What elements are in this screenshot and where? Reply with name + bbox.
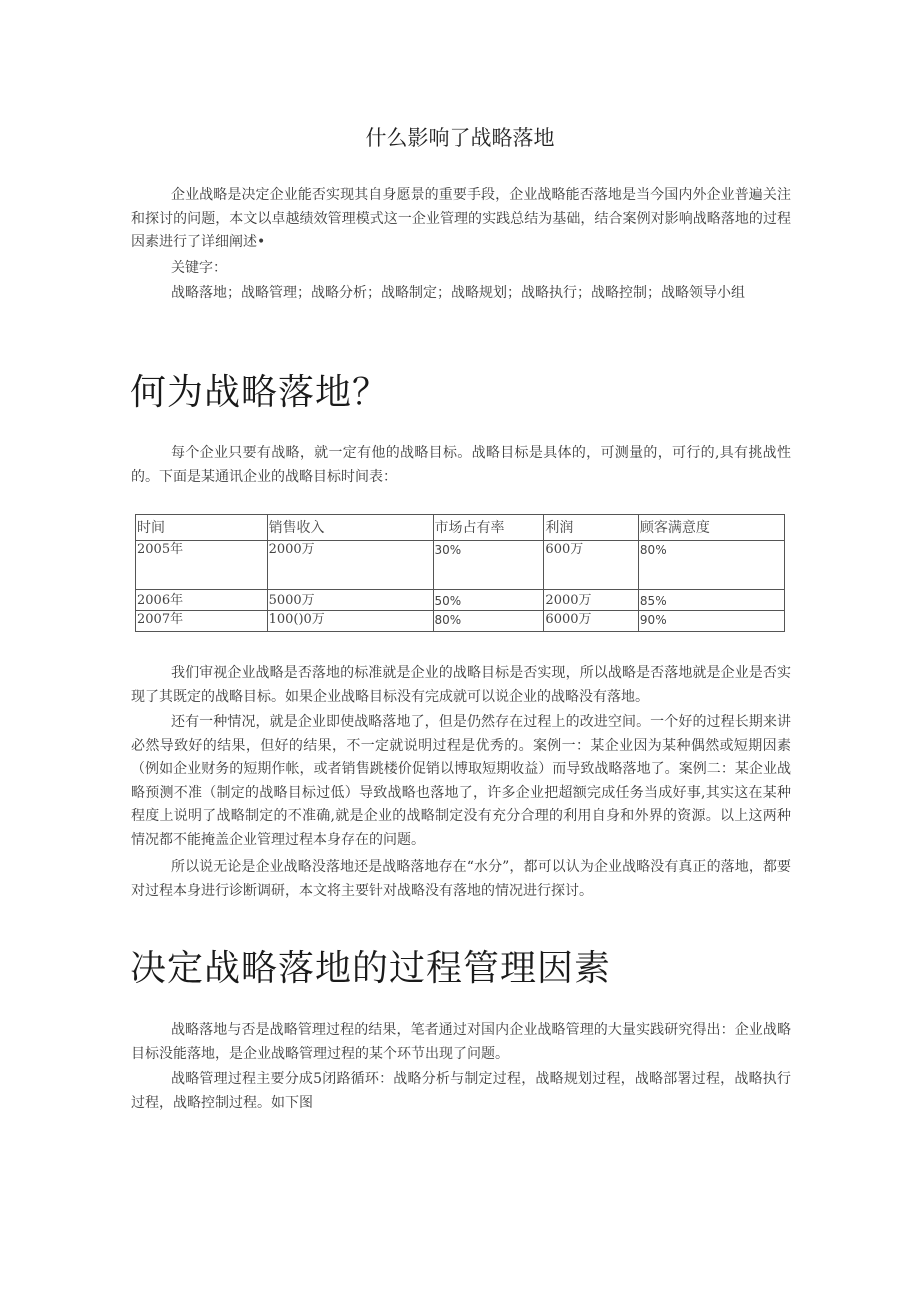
table-cell: 5000万 bbox=[267, 590, 433, 611]
table-row bbox=[136, 590, 785, 611]
table-cell: 100()0万 bbox=[267, 611, 433, 632]
table-cell: 2000万 bbox=[544, 590, 639, 611]
table-cell: 85% bbox=[638, 590, 784, 611]
keywords-text: 战略落地；战略管理；战略分析；战略制定；战略规划；战略执行；战略控制；战略领导小组 bbox=[171, 285, 745, 301]
table-cell: 6000万 bbox=[544, 611, 639, 632]
table-header-cell: 销售收入 bbox=[267, 515, 433, 541]
table-row bbox=[136, 541, 785, 590]
section1-paragraph-1: 我们审视企业战略是否落地的标准就是企业的战略目标是否实现，所以战略是否落地就是企业是否实现了其既定的战略目标。如果企业战略目标没有完成就可以说企业的战略没有落地。 bbox=[131, 665, 791, 705]
table-cell: 80% bbox=[433, 611, 544, 632]
section2-paragraph-2: 战略管理过程主要分成5闭路循环：战略分析与制定过程，战略规划过程，战略部署过程，战略执行过程，战略控制过程。如下图 bbox=[131, 1071, 791, 1111]
table-header-cell: 顾客满意度 bbox=[638, 515, 784, 541]
section1-paragraph-2: 还有一种情况，就是企业即使战略落地了，但是仍然存在过程上的改进空间。一个好的过程长期来讲必然导致好的结果，但好的结果，不一定就说明过程是优秀的。案例一：某企业因为某种偶然或短期因素（例如企业财务的短期作帐，或者销售跳楼价促销以博取短期收益）而导致战略落地了。案例二：某企业战略预测不准（制定的战略目标过低）导致战略也落地了，许多企业把超额完成任务当成好事,其实这在某种程度上说明了战略制定的不准确,就是企业的战略制定没有充分合理的利用自身和外界的资源。以上这两种情况都不能掩盖企业管理过程本身存在的问题。 bbox=[131, 714, 791, 848]
table-cell: 30% bbox=[433, 541, 544, 590]
table-cell: 2006年 bbox=[136, 590, 268, 611]
strategy-goal-table bbox=[135, 514, 785, 632]
section1-intro: 每个企业只要有战略，就一定有他的战略目标。战略目标是具体的，可测量的，可行的,具有挑战性的。下面是某通讯企业的战略目标时间表： bbox=[131, 445, 791, 485]
table-cell: 50% bbox=[433, 590, 544, 611]
keywords-label: 关键字： bbox=[171, 260, 227, 276]
table-header-cell: 利润 bbox=[544, 515, 639, 541]
document-title: 什么影响了战略落地 bbox=[365, 126, 555, 150]
abstract-paragraph: 企业战略是决定企业能否实现其自身愿景的重要手段，企业战略能否落地是当今国内外企业普遍关注和探讨的问题，本文以卓越绩效管理模式这一企业管理的实践总结为基础，结合案例对影响战略落地的过程因素进行了详细阐述• bbox=[131, 187, 791, 250]
table-row bbox=[136, 611, 785, 632]
table-cell: 90% bbox=[638, 611, 784, 632]
table-cell: 2000万 bbox=[267, 541, 433, 590]
table-header-cell: 时间 bbox=[136, 515, 268, 541]
section-heading-what-is: 何为战略落地？ bbox=[130, 372, 390, 413]
table-header-row bbox=[136, 515, 785, 541]
section-heading-process-factors: 决定战略落地的过程管理因素 bbox=[130, 948, 612, 989]
section1-paragraph-3: 所以说无论是企业战略没落地还是战略落地存在“水分”，都可以认为企业战略没有真正的落地，都要对过程本身进行诊断调研，本文将主要针对战略没有落地的情况进行探讨。 bbox=[131, 859, 791, 899]
table-header-cell: 市场占有率 bbox=[433, 515, 544, 541]
table-cell: 2007年 bbox=[136, 611, 268, 632]
section2-paragraph-1: 战略落地与否是战略管理过程的结果，笔者通过对国内企业战略管理的大量实践研究得出：企业战略目标没能落地，是企业战略管理过程的某个环节出现了问题。 bbox=[131, 1022, 791, 1062]
table-cell: 80% bbox=[638, 541, 784, 590]
table-cell: 2005年 bbox=[136, 541, 268, 590]
table-cell: 600万 bbox=[544, 541, 639, 590]
